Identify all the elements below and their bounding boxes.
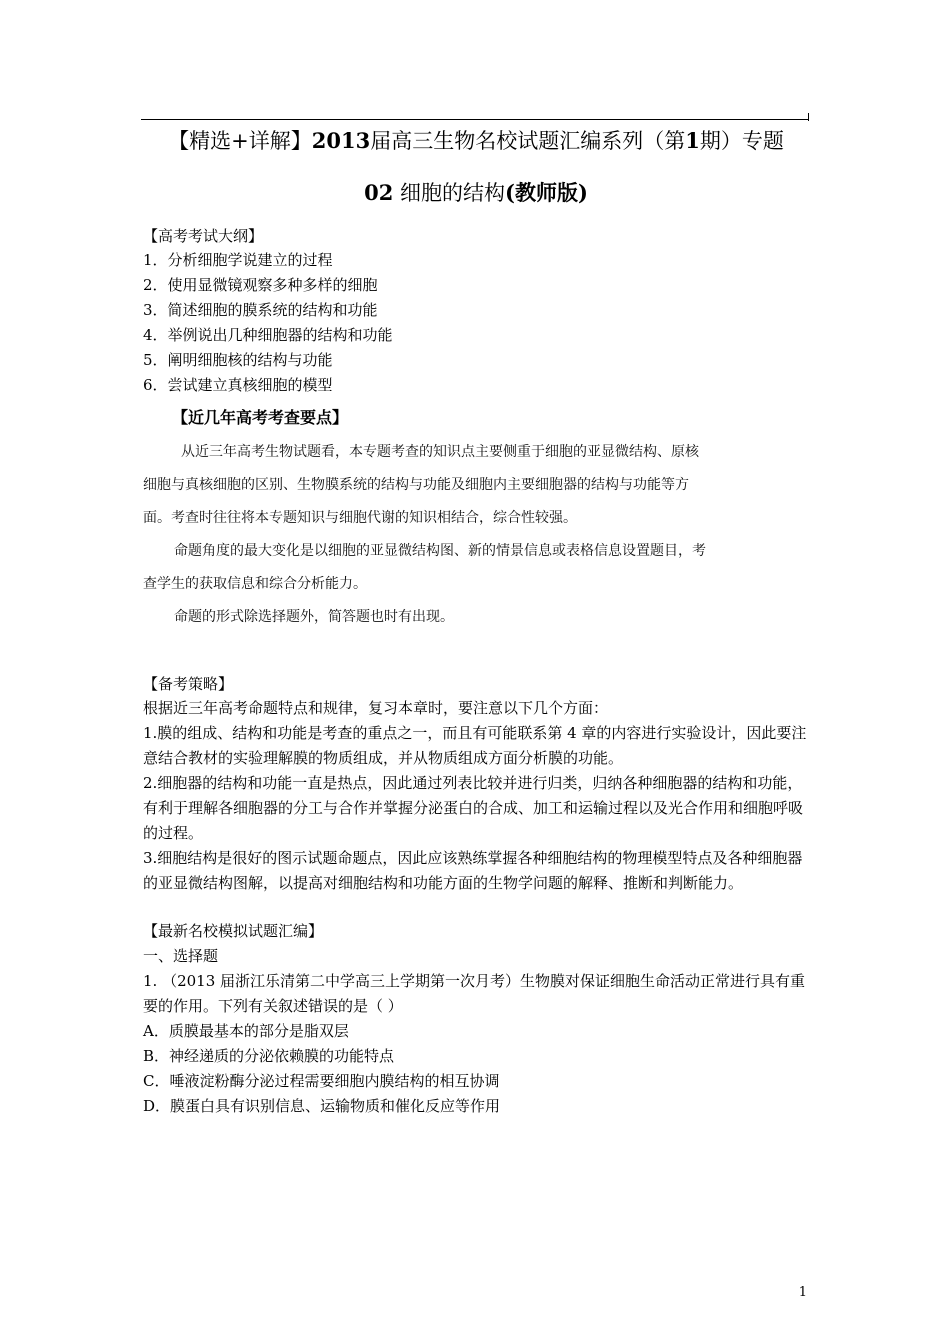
syllabus-item: 5．阐明细胞核的结构与功能 <box>143 351 333 369</box>
key-points-line: 命题角度的最大变化是以细胞的亚显微结构图、新的情景信息或表格信息设置题目，考 <box>174 543 706 559</box>
page-number: 1 <box>798 1285 807 1300</box>
strategy-intro: 根据近三年高考命题特点和规律，复习本章时，要注意以下几个方面： <box>143 699 609 717</box>
key-points-line: 细胞与真核细胞的区别、生物膜系统的结构与功能及细胞内主要细胞器的结构与功能等方 <box>143 477 689 493</box>
header-rule <box>141 119 809 120</box>
title-year: 2013 <box>311 128 371 153</box>
question-1-option-d: D．膜蛋白具有识别信息、运输物质和催化反应等作用 <box>143 1097 501 1115</box>
exam-heading: 【最新名校模拟试题汇编】 <box>143 922 324 940</box>
strategy-paragraph-3: 3.细胞结构是很好的图示试题命题点，因此应该熟练掌握各种细胞结构的物理模型特点及各种细胞器的亚显微结构图解，以提高对细胞结构和功能方面的生物学问题的解释、推断和判断能力。 <box>143 849 803 892</box>
key-points-line: 面。考查时往往将本专题知识与细胞代谢的知识相结合，综合性较强。 <box>143 510 577 526</box>
header-rule-tick <box>808 113 809 121</box>
title-issue-number: 1 <box>685 128 700 153</box>
subtitle-number: 02 <box>364 180 394 205</box>
strategy-heading: 【备考策略】 <box>143 675 234 693</box>
syllabus-item: 6．尝试建立真核细胞的模型 <box>143 376 333 394</box>
document-subtitle <box>141 178 811 208</box>
syllabus-item: 3．简述细胞的膜系统的结构和功能 <box>143 301 378 319</box>
title-topic-text: 期）专题 <box>699 129 784 153</box>
key-points-line: 命题的形式除选择题外，简答题也时有出现。 <box>174 609 454 625</box>
question-1-option-a: A．质膜最基本的部分是脂双层 <box>143 1022 349 1040</box>
syllabus-heading: 【高考考试大纲】 <box>143 227 264 245</box>
subtitle-edition: (教师版) <box>505 180 588 205</box>
question-1-option-b: B．神经递质的分泌依赖膜的功能特点 <box>143 1047 395 1065</box>
exam-section-label: 一、选择题 <box>143 947 219 965</box>
subtitle-topic: 细胞的结构 <box>393 181 506 205</box>
key-points-line: 查学生的获取信息和综合分析能力。 <box>143 576 367 592</box>
question-1-stem: 1. （2013 届浙江乐清第二中学高三上学期第一次月考）生物膜对保证细胞生命活动正常进行具有重要的作用。下列有关叙述错误的是（ ） <box>143 972 806 1015</box>
strategy-paragraph-2: 2.细胞器的结构和功能一直是热点，因此通过列表比较并进行归类，归纳各种细胞器的结构和功能，有利于理解各细胞器的分工与合作并掌握分泌蛋白的合成、加工和运输过程以及光合作用和细胞呼吸的过程。 <box>143 774 804 842</box>
strategy-paragraph-1: 1.膜的组成、结构和功能是考查的重点之一，而且有可能联系第 4 章的内容进行实验设计，因此要注意结合教材的实验理解膜的物质组成，并从物质组成方面分析膜的功能。 <box>143 724 807 767</box>
key-points-line: 从近三年高考生物试题看，本专题考查的知识点主要侧重于细胞的亚显微结构、原核 <box>181 444 699 460</box>
title-series-text: 届高三生物名校试题汇编系列（第 <box>370 129 686 153</box>
title-bracket-text: 【精选+详解】 <box>168 129 312 153</box>
syllabus-item: 1．分析细胞学说建立的过程 <box>143 251 333 269</box>
syllabus-item: 2．使用显微镜观察多种多样的细胞 <box>143 276 378 294</box>
document-title <box>141 126 811 156</box>
syllabus-item: 4．举例说出几种细胞器的结构和功能 <box>143 326 393 344</box>
key-points-heading: 【近几年高考考查要点】 <box>172 408 349 427</box>
question-1-option-c: C．唾液淀粉酶分泌过程需要细胞内膜结构的相互协调 <box>143 1072 500 1090</box>
